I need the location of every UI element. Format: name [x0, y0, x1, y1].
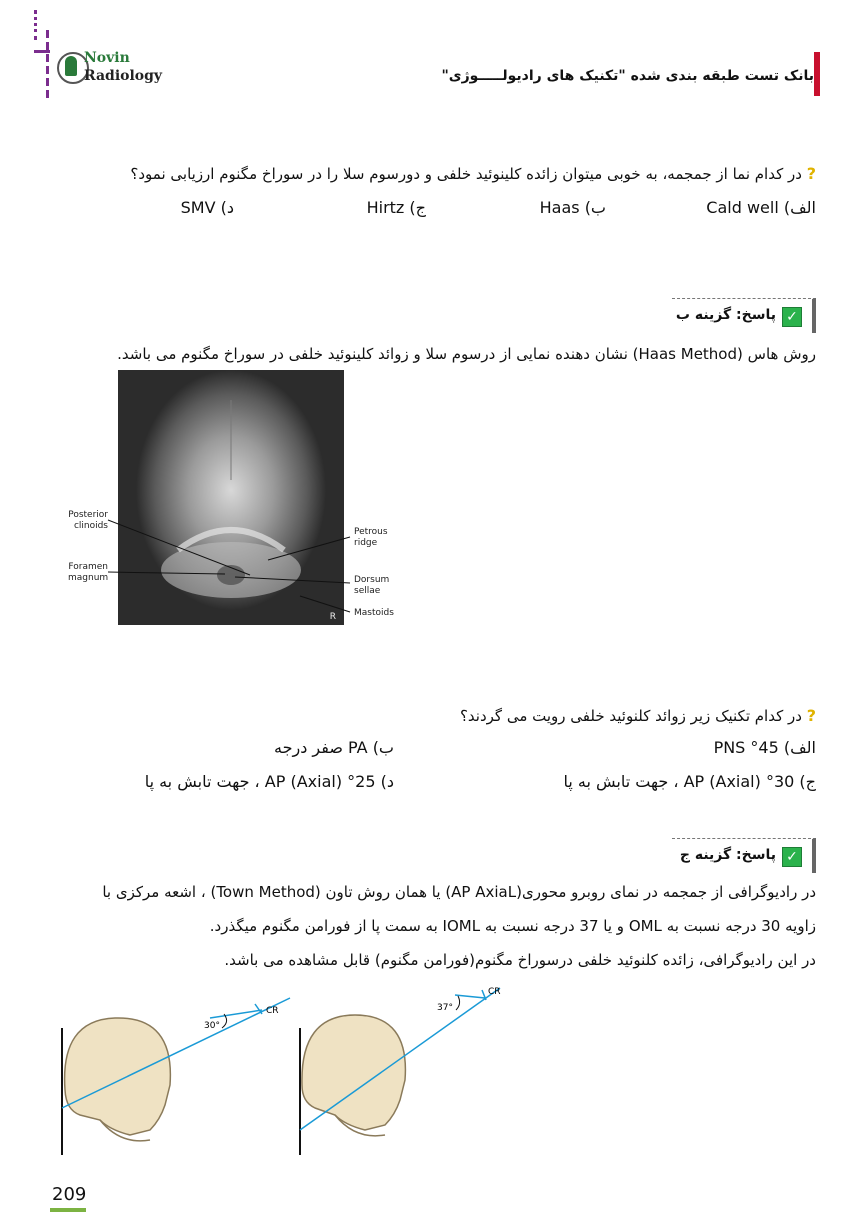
label-line: Posterior [68, 510, 108, 520]
option-letter: د) [380, 772, 394, 791]
label-line: Foramen [68, 562, 108, 572]
option-value: 30° AP (Axial) ، جهت تابش به پا [563, 772, 795, 791]
answer-2-para-3: در این رادیوگرافی، زائده کلنوئید خلفی درسوراخ مگنوم(فورامن مگنوم) قابل مشاهده می باشد. [224, 951, 816, 969]
option-value: PNS °45 [713, 738, 779, 757]
label-line: magnum [68, 573, 109, 583]
option-letter: ج) [409, 198, 426, 217]
q2-option-d [145, 772, 394, 791]
logo-text-novin: Novin [84, 50, 130, 66]
label-line: sellae [354, 586, 381, 596]
page-number: 209 [52, 1184, 87, 1205]
xray-side-marker: R [329, 612, 336, 622]
town-method-diagrams [0, 980, 864, 1170]
answer-2-para-1: در رادیوگرافی از جمجمه در نمای روبرو محوری(AP AxiaL) یا همان روش تاون (Town Method) ، اشعه مرکزی با [102, 883, 816, 901]
checkmark-icon: ✓ [782, 847, 802, 867]
question-1-text: در کدام نما از جمجمه، به خوبی میتوان زائده کلینوئید خلفی و دورسوم سلا را در سوراخ مگنوم ارزیابی نمود؟ [130, 165, 802, 183]
label-line: ridge [354, 538, 378, 548]
option-value: Hirtz [366, 198, 405, 217]
option-value: Haas [539, 198, 580, 217]
angle-label-left: 30° [204, 1021, 220, 1031]
logo-text-radiology: Radiology [84, 68, 163, 84]
q2-option-c [563, 772, 816, 791]
option-value: SMV [180, 198, 216, 217]
question-icon: ? [806, 164, 816, 183]
answer-2-para-2: زاویه 30 درجه نسبت به OML و یا 37 درجه نسبت به IOML به سمت پا از فورامن مگنوم میگذرد. [209, 917, 816, 935]
q2-option-a [714, 738, 816, 757]
option-value: 25° AP (Axial) ، جهت تابش به پا [144, 772, 376, 791]
question-2-text: در کدام تکنیک زیر زوائد کلنوئید خلفی رویت می گردند؟ [459, 707, 802, 725]
option-letter: د) [220, 198, 234, 217]
label-line: clinoids [73, 521, 108, 531]
option-value: Cald well [706, 198, 779, 217]
page-number-underline [50, 1208, 86, 1212]
cr-label-left: CR [266, 1006, 279, 1016]
answer-1-text: روش هاس (Haas Method) نشان دهنده نمایی از درسوم سلا و زوائد کلینوئید خلفی در سوراخ مگنوم می باشد. [117, 345, 816, 363]
angle-label-right: 37° [437, 1003, 453, 1013]
option-letter: الف) [783, 738, 816, 757]
header-title: بانک تست طبقه بندی شده "تکنیک های رادیولـــــوژی" [441, 68, 814, 84]
answer-1-label: پاسخ: گزینه ب [675, 307, 776, 323]
option-letter: الف) [783, 198, 816, 217]
label-posterior-clinoids [68, 510, 108, 532]
answer-2-box [672, 838, 816, 873]
label-line: Dorsum [354, 575, 390, 585]
option-letter: ب) [584, 198, 606, 217]
option-letter: ب) [372, 738, 394, 757]
checkmark-icon: ✓ [782, 307, 802, 327]
question-icon: ? [806, 706, 816, 725]
q2-option-b [274, 738, 394, 757]
label-foramen-magnum [68, 562, 108, 584]
question-2 [460, 706, 816, 725]
label-petrous-ridge [354, 527, 388, 549]
answer-2-label: پاسخ: گزینه ج [679, 847, 776, 863]
option-letter: ج) [799, 772, 816, 791]
option-value: PA صفر درجه [274, 738, 368, 757]
label-mastoids: Mastoids [354, 608, 394, 618]
label-line: Petrous [354, 527, 388, 537]
cr-label-right: CR [488, 987, 501, 997]
label-dorsum-sellae [354, 575, 389, 597]
